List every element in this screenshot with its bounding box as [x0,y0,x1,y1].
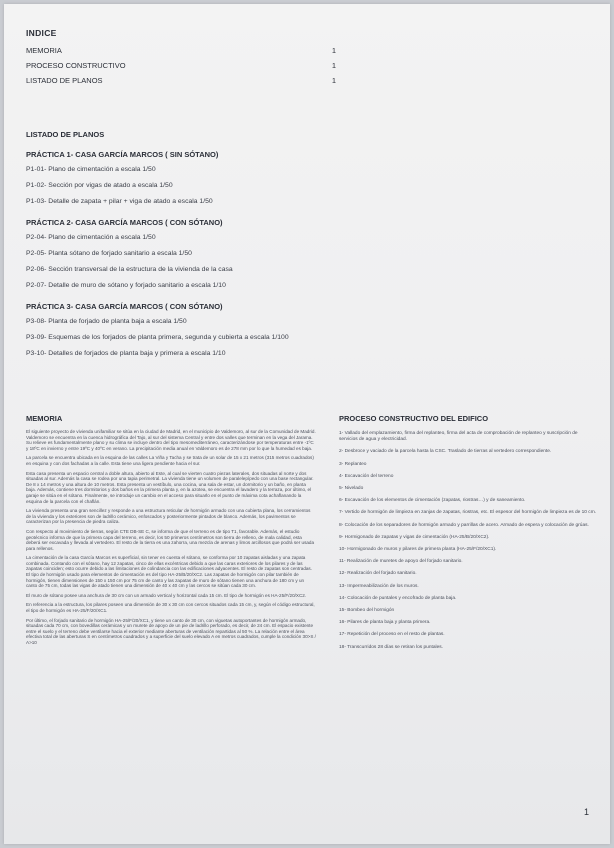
proceso-step: 3- Replanteo [339,461,367,467]
memoria-paragraph: Con respecto al movimiento de tierras, según CTE DB-SE C, se informa de que el terreno es de tipo T1, favorable. Además, el estudio geotécnico informa de que la primera capa del terreno, es decir, los 50 primeros centímetros son tierra de relleno, de mala calidad, esta deberá ser excavada y llevada al vertedero. El resto de la tierra es una zahorra, una mezcla de arenas y limos arcillosos que podrá ser usada para rellenos. [26,528,315,551]
proceso-title: PROCESO CONSTRUCTIVO DEL EDIFICO [339,414,489,423]
index-label: MEMORIA [26,46,62,55]
memoria-section [26,414,316,650]
memoria-paragraph: La parcela se encuentra ubicada en la esquina de las calles La Viña y Tacha y se trata de un solar de 15 x 21 metros (315 metros cuadrados) en esquina y con dos fachadas a la calle. Esta tiene una ligera pendiente hacia el sur. [26,455,314,466]
plan-item: P3-08- Planta de forjado de planta baja a escala 1/50 [26,318,187,325]
proceso-step: 5- Nivelado [339,486,364,492]
index-page: 1 [331,46,336,55]
index-page: 1 [331,76,336,85]
proceso-step: 7- Vertido de hormigón de limpieza en zanjas de zapatas, riostras, etc. El espesor del hormigón de limpieza es de 10 cm. [339,510,597,516]
proceso-step: 16- Pilares de planta baja y planta primera. [339,620,431,626]
proceso-step: 6- Excavación de los elementos de cimentación (zapatas, riostras…) y de saneamiento. [339,498,526,504]
proceso-step: 8- Colocación de los separadores de hormigón armado y parrillas de acero. Armado de espera y colocación de grúas. [339,522,589,528]
plan-item: P2-04- Plano de cimentación a escala 1/50 [26,234,156,241]
proceso-step: 12- Realización del forjado sanitario. [339,571,417,577]
memoria-paragraph: Por último, el forjado sanitario de hormigón HA-25/F/20/XC1, y tiene un canto de 30 cm, con viguetas autoportantes de hormigón armado, situadas cada 70 cm, con bovedillas cerámicas y un murete de apoyo de un pie de ladrillo perforado, es decir, de 24 cm. El espacio existente entre el suelo y el terreno debe ventilarse hacia el exterior mediante aberturas de ventilación repartidas al 50 %. La relación entre el área efectiva total de las aberturas S en centímetros cuadrados y a superficie del suelo elevado A en metros cuadrados, cumple la condición 30>S / A>10 [26,617,316,645]
proceso-step: 10- Hormigonado de muros y pilares de primera planta (HA-25/F/20/XC1). [339,547,497,553]
memoria-paragraph: La vivienda presenta una gran sencillez y responde a una estructura reticular de hormigón armado con una cubierta plana, los cerramientos de la vivienda y los exteriores son de ladrillo cerámico, enfoscados y posteriormente pintados de blanco. Además, los pavimentos se caracterizan por la presencia de piedra caliza. [26,508,311,525]
practice-title: PRÁCTICA 3- CASA GARCÍA MARCOS ( CON SÓTANO) [26,302,223,311]
plan-item: P1-03- Detalle de zapata + pilar + viga de atado a escala 1/50 [26,198,213,205]
plan-item: P1-02- Sección por vigas de atado a escala 1/50 [26,182,173,189]
index-title: INDICE [26,28,57,38]
proceso-step: 17- Repetición del proceso en el resto de plantas. [339,632,445,638]
proceso-step: 11- Realización de muretes de apoyo del forjado sanitario. [339,559,463,565]
plan-item: P2-05- Planta sótano de forjado sanitario a escala 1/50 [26,250,192,257]
memoria-paragraph: Esta casa presenta un espacio central a doble altura, abierto al Este, al cual se vierten cuatro piezas laterales, dos situadas al norte y dos situadas al sur. Además la casa se rodea por una tapia perimetral. La vivienda tiene un volumen de paralelepípedo con una base rectangular. De 8 x 14 metros y una altura de 10 metros. Esta presenta un vestíbulo, una cocina, una sala de estar, un dormitorio y un baño, en planta baja. Además, contiene tres dormitorios y dos baños en la primera planta y, en la azotea, se encuentra el lavadero y la terraza, por último, el garaje se sitúa en el sótano. Finalmente, se introduje un cambio en el acceso para situarlo en el punto de máxima cota achaflanando la esquina de la parcela con el chaflán. [26,470,314,504]
practice-title: PRÁCTICA 1- CASA GARCÍA MARCOS ( SIN SÓTANO) [26,150,219,159]
document-page [4,4,610,844]
proceso-step: 13- Impermeabilización de los muros. [339,583,419,589]
plan-item: P3-10- Detalles de forjados de planta baja y primera a escala 1/10 [26,350,226,357]
proceso-step: 4- Excavación del terreno [339,473,394,479]
memoria-title: MEMORIA [26,414,63,423]
page-number: 1 [584,807,590,817]
memoria-paragraph: El siguiente proyecto de vivienda unifamiliar se sitúa en la ciudad de Madrid, en el municipio de Valdemoro, al sur de la Comunidad de Madrid. Valdemoro se encuentra en la cuenca hidrográfica del Tajo, al sur del sistema Central y entre dos valles que terminan en la vega del Jarama. Su relieve es fundamentalmente plano y su clima se incluye dentro del tipo mesomediterráneo, caracterizándose por temperaturas entre -1ºC y 18ºC en invierno y entre 19ºC y 40ºC en verano. La precipitación media anual en Valdemoro es de 278 mm por lo que la humedad es baja. [26,429,316,451]
plan-item: P2-07- Detalle de muro de sótano y forjado sanitario a escala 1/10 [26,282,226,289]
plan-item: P1-01- Plano de cimentación a escala 1/50 [26,166,156,173]
proceso-step: 1- Vallado del emplazamiento, firma del replanteo, firma del acta de comprobación de replanteo y suscripción de servicios de agua y electricidad. [339,431,578,443]
memoria-paragraph: La cimentación de la casa García Marcos es superficial, sin tener en cuenta el sótano, se conforma por 10 zapatas aisladas y una zapata combinada. Contando con el sótano, hay 12 zapatas, cinco de ellas excéntricas debido a que las caras exteriores de los pilares y de las zapatas coinciden; esto ocurre debido a las limitaciones de colindancia con las edificaciones adyacentes. El resto de zapatas son centradas. El tipo de hormigón usado para elementos de cimentación es del tipo HA-25/B/20/XC2. Las zapatas de hormigón con pilar también de hormigón, tienen dimensiones de 150 x 150 cm por 75 cm de canto y las zapatas de muro de sótano tienen una anchura de 180 cm y un canto de 75 cm, todas las vigas de atado tienen una dimensión de 40 x 40 cm y las cercos se sitúan cada 30 cm. [26,555,313,589]
listado-title: LISTADO DE PLANOS [26,130,105,139]
plan-item: P3-09- Esquemas de los forjados de planta primera, segunda y cubierta a escala 1/100 [26,334,289,341]
index-label: PROCESO CONSTRUCTIVO [26,61,126,70]
proceso-step: 15- Bombeo del hormigón [339,608,395,614]
index-label: LISTADO DE PLANOS [26,76,103,85]
index-page: 1 [331,61,336,70]
proceso-section [339,414,597,657]
proceso-step: 14- Colocación de puntales y encofrado de planta baja. [339,595,457,601]
memoria-paragraph: En referencia a la estructura, los pilares poseen una dimensión de 30 x 30 cm con cercos situados cada 15 cm, y, según el código estructural, el tipo de hormigón es HA-25/F/20/XC1. [26,602,315,614]
memoria-paragraph: El muro de sótano posee una anchura de 30 cm con un armado vertical y horizontal cada 15 cm. El tipo de hormigón es HA-25/F/20/XC2. [26,592,307,598]
proceso-step: 2- Desbroce y vaciado de la parcela hasta la CSC. Traslado de tierras al vertedero correspondiente. [339,449,552,455]
plan-item: P2-06- Sección transversal de la estructura de la vivienda de la casa [26,266,233,273]
practice-title: PRÁCTICA 2- CASA GARCÍA MARCOS ( CON SÓTANO) [26,218,223,227]
proceso-step: 18- Transcurridos 28 días se retiran los puntales. [339,644,443,650]
proceso-step: 9- Hormigonado de zapatas y vigas de cimentación (HA-25/B/20/XC2). [339,534,490,540]
